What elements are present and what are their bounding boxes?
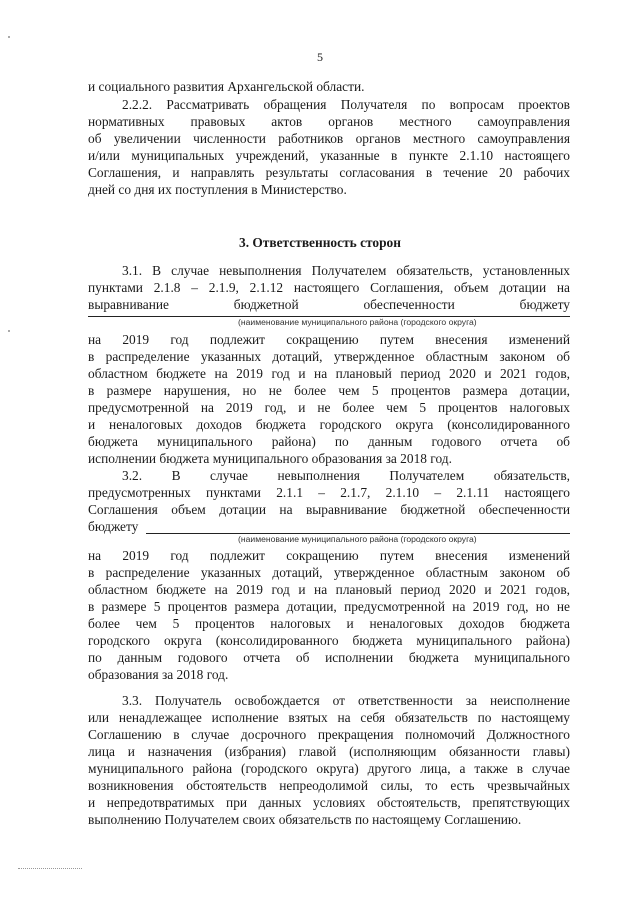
text-line: в размере 5 процентов размера дотации, предусмотренной на 2019 год, но не: [88, 599, 570, 614]
text-line: возникновения обстоятельств непреодолимой силы, то есть чрезвычайных: [88, 778, 570, 793]
text-line: муниципального района (городского округа) другого лица, а также в случае: [88, 761, 570, 776]
text-line: или ненадлежащее исполнение взятых на себя обязательств по настоящему: [88, 710, 570, 725]
text-line: выполнению Получателем своих обязательств по настоящему Соглашению.: [88, 812, 522, 827]
text-line: в распределение указанных дотаций, утвержденное областным законом об: [88, 349, 570, 364]
text-line: предусмотренных пунктами 2.1.1 – 2.1.7, 2.1.10 – 2.1.11 настоящего: [88, 485, 570, 500]
scan-speck: [8, 330, 10, 332]
section-2-2-1-end: и социального развития Архангельской области.: [88, 79, 365, 94]
text-line: в размере нарушения, но не более чем 5 процентов размера дотации,: [88, 383, 570, 398]
field-caption: (наименование муниципального района (городского округа): [238, 317, 477, 327]
text-line: предусмотренной на 2019 год, и не более чем 5 процентов налоговых: [88, 400, 570, 415]
text-line: исполнении бюджета муниципального образования за 2018 год.: [88, 451, 452, 466]
text-line: областном бюджете на 2019 год и на плановый период 2020 и 2021 годов,: [88, 582, 570, 597]
text-line: по данным годового отчета об исполнении бюджета муниципального: [88, 650, 570, 665]
text-line: образования за 2018 год.: [88, 667, 229, 682]
text-line: дней со дня их поступления в Министерство.: [88, 182, 347, 197]
text-line: и/или муниципальных учреждений, указанные в пункте 2.1.10 настоящего: [88, 148, 570, 163]
text-line: об увеличении численности работников органов местного самоуправления: [88, 131, 570, 146]
text-line: на 2019 год подлежит сокращению путем внесения изменений: [88, 548, 570, 563]
text-line: бюджету: [88, 519, 139, 534]
page-number: 5: [317, 50, 323, 64]
text-line: 2.2.2. Рассматривать обращения Получателя по вопросам проектов: [122, 97, 570, 112]
text-line: Соглашению в случае досрочного прекращения полномочий Должностного: [88, 727, 570, 742]
text-line: более чем 5 процентов налоговых и неналоговых доходов бюджета: [88, 616, 570, 631]
text-line: лица и назначения (избрания) главой (исполняющим обязанности главы): [88, 744, 570, 759]
footer-scan-mark: [18, 868, 82, 869]
text-line: бюджета муниципального района) по данным годового отчета об: [88, 434, 570, 449]
text-line: на 2019 год подлежит сокращению путем внесения изменений: [88, 332, 570, 347]
text-line: областном бюджете на 2019 год и на плановый период 2020 и 2021 годов,: [88, 366, 570, 381]
field-caption: (наименование муниципального района (городского округа): [238, 534, 477, 544]
scan-speck: [8, 36, 10, 38]
text-line: 3.2. В случае невыполнения Получателем обязательств,: [122, 468, 570, 483]
text-line: Соглашения объем дотации на выравнивание бюджетной обеспеченности: [88, 502, 570, 517]
text-line: и непредотвратимых при данных условиях обстоятельств, препятствующих: [88, 795, 570, 810]
text-line: пунктами 2.1.8 – 2.1.9, 2.1.12 настоящего Соглашения, объем дотации на: [88, 280, 570, 295]
text-line: выравнивание бюджетной обеспеченности бюджету: [88, 297, 570, 312]
section-heading: 3. Ответственность сторон: [239, 235, 401, 250]
text-line: 3.1. В случае невыполнения Получателем обязательств, установленных: [122, 263, 570, 278]
text-line: городского округа (консолидированного бюджета муниципального района): [88, 633, 570, 648]
text-line: и неналоговых доходов бюджета городского округа (консолидированного: [88, 417, 570, 432]
text-line: 3.3. Получатель освобождается от ответственности за неисполнение: [122, 693, 570, 708]
text-line: нормативных правовых актов органов местного самоуправления: [88, 114, 570, 129]
text-line: Соглашения, и направлять результаты согласования в течение 20 рабочих: [88, 165, 570, 180]
text-line: в распределение указанных дотаций, утвержденное областным законом об: [88, 565, 570, 580]
